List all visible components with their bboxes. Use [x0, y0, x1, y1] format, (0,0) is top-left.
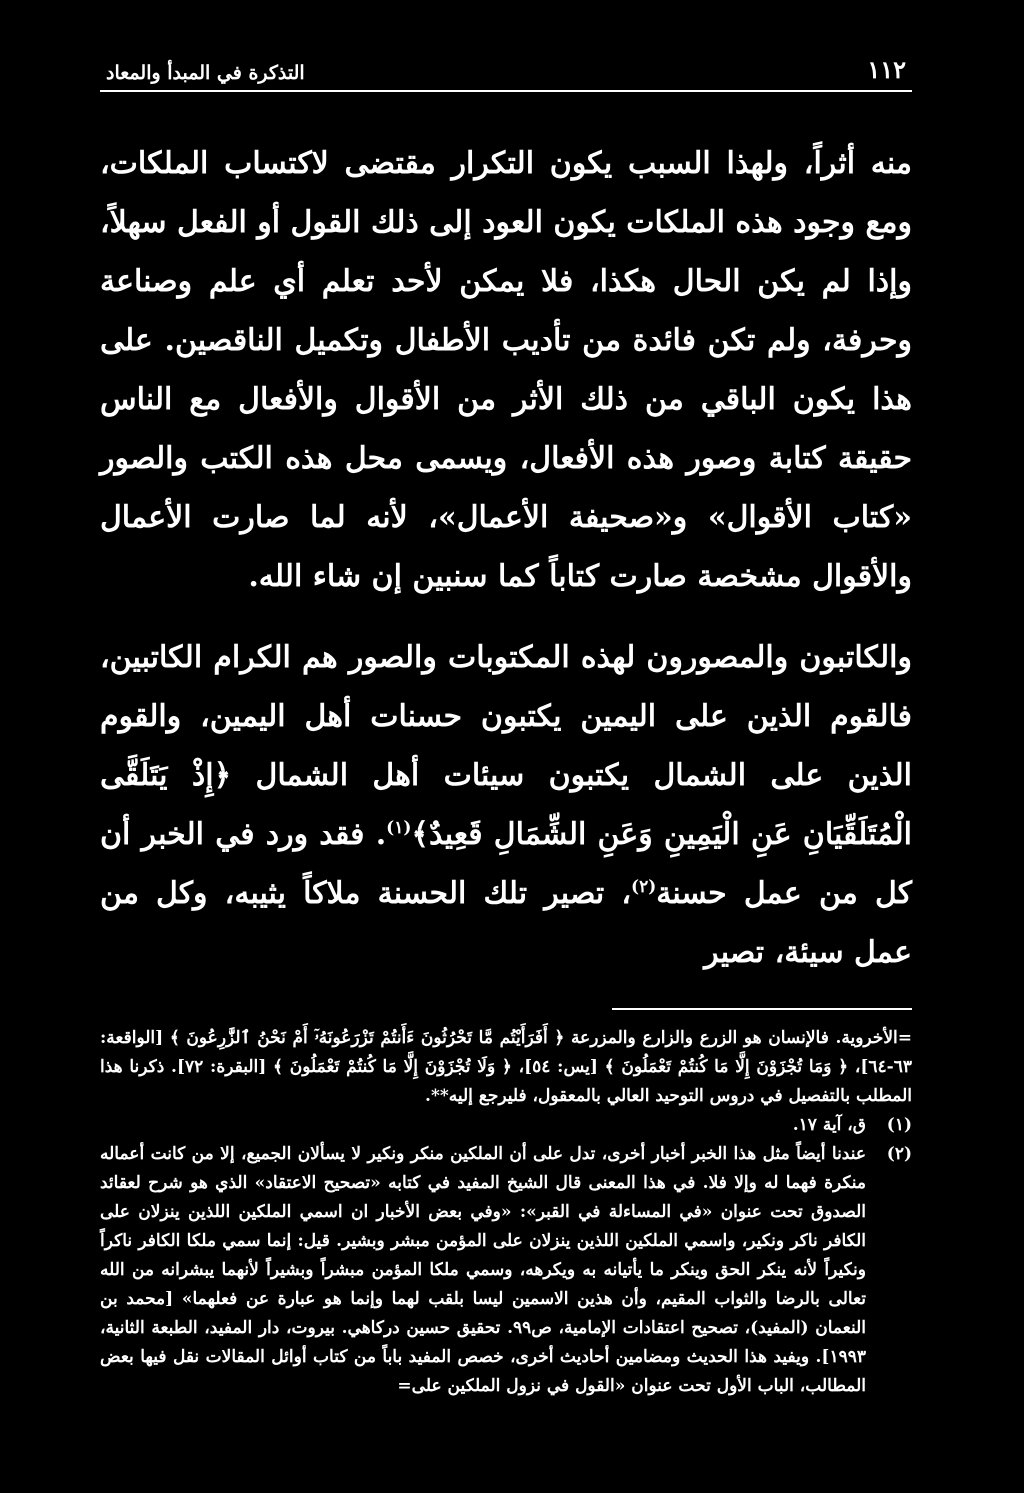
footnote-separator — [612, 1008, 912, 1010]
footnote-1 — [100, 1111, 912, 1140]
paragraph-spacer — [100, 606, 912, 628]
footnote-reference-1[interactable]: (١) — [386, 818, 412, 838]
quran-verse: ﴿إِذْ يَتَلَقَّى الْمُتَلَقِّيَانِ عَنِ الْيَمِينِ وَعَنِ الشِّمَالِ قَعِيدٌ﴾ — [100, 758, 912, 852]
page-number: ١١٢ — [867, 55, 906, 84]
paragraph-2-lead: والكاتبون والمصورون لهذه المكتوبات والصور هم الكرام الكاتبين، فالقوم الذين على اليمين يكتبون حسنات أهل اليمين، والقوم الذين على الشمال يكتبون سيئات أهل الشمال — [100, 640, 912, 793]
footnote-1-number: (١) — [886, 1115, 912, 1135]
footnote-2-number: (٢) — [886, 1144, 912, 1164]
footnotes — [100, 1024, 912, 1401]
running-title: التذكرة في المبدأ والمعاد — [106, 62, 305, 84]
paragraph-2-tail: ، تصير تلك الحسنة ملاكاً يثيبه، وكل من عمل سيئة، تصير — [100, 876, 912, 970]
running-header — [100, 48, 912, 92]
footnote-2 — [100, 1140, 912, 1401]
footnote-reference-2[interactable]: (٢) — [631, 877, 657, 897]
paragraph-2-mid: . فقد ورد في الخبر أن كل من عمل حسنة — [100, 817, 912, 911]
footnote-continuation: =الأخروية. فالإنسان هو الزرع والزارع والمزرعة ﴿ أَفَرَأَيْتُم مَّا تَحْرُثُونَ ءَأَنتُمْ تَزْرَعُونَهُۥٓ أَمْ نَحْنُ ٱلزَّٰرِعُونَ ﴾ [الواقعة: ٦٣-٦٤]، ﴿ وَمَا تُجْزَوْنَ إِلَّا مَا كُنتُمْ تَعْمَلُونَ ﴾ [يس: ٥٤]، ﴿ وَلَا تُجْزَوْنَ إِلَّا مَا كُنتُمْ تَعْمَلُونَ ﴾ [البقرة: ٧٢]. ذكرنا هذا المطلب بالتفصيل في دروس التوحيد العالي بالمعقول، فليرجع إليه**. — [100, 1028, 912, 1106]
footnote-2-text: عندنا أيضاً مثل هذا الخبر أخبار أخرى، تدل على أن الملكين منكر ونكير لا يسألان الجميع، إلا من كانت أعماله منكرة فهما له وإلا فلا. في هذا المعنى قال الشيخ المفيد في كتابه «تصحيح الاعتقاد» الذي هو شرح لعقائد الصدوق تحت عنوان «في المساءلة في القبر»: «وفي بعض الأخبار ان اسمي الملكين اللذين ينزلان على الكافر ناكر ونكير، واسمي الملكين اللذين ينزلان على المؤمن مبشر وبشير. قيل: إنما سمي ملكا الكافر ناكراً ونكيراً لأنه ينكر الحق وينكر ما يأتيانه به ويكرهه، وسمي ملكا المؤمن مبشراً وبشيراً لأنهما يبشرانه من الله تعالى بالرضا والثواب المقيم، وأن هذين الاسمين ليسا بلقب لهما وإنما هو عبارة عن فعلهما» [محمد بن النعمان (المفيد)، تصحيح اعتقادات الإمامية، ص٩٩. تحقيق حسين دركاهي. بيروت، دار المفيد، الطبعة الثانية، ١٩٩٣]. ويفيد هذا الحديث ومضامين أحاديث أخرى، خصص المفيد باباً من كتاب أوائل المقالات نقل فيها بعض المطالب، الباب الأول تحت عنوان «القول في نزول الملكين على= — [100, 1144, 866, 1396]
main-text — [100, 134, 912, 982]
paragraph-1: منه أثراً، ولهذا السبب يكون التكرار مقتضى لاكتساب الملكات، ومع وجود هذه الملكات يكون العود إلى ذلك القول أو الفعل سهلاً، وإذا لم يكن الحال هكذا، فلا يمكن لأحد تعلم أي علم وصناعة وحرفة، ولم تكن فائدة من تأديب الأطفال وتكميل الناقصين. على هذا يكون الباقي من ذلك الأثر من الأقوال والأفعال مع الناس حقيقة كتابة وصور هذه الأفعال، ويسمى محل هذه الكتب والصور «كتاب الأقوال» و«صحيفة الأعمال»، لأنه لما صارت الأعمال والأقوال مشخصة صارت كتاباً كما سنبين إن شاء الله. — [100, 146, 912, 594]
paragraph-2 — [100, 628, 912, 982]
footnote-1-text: ق، آية ١٧. — [792, 1115, 866, 1135]
